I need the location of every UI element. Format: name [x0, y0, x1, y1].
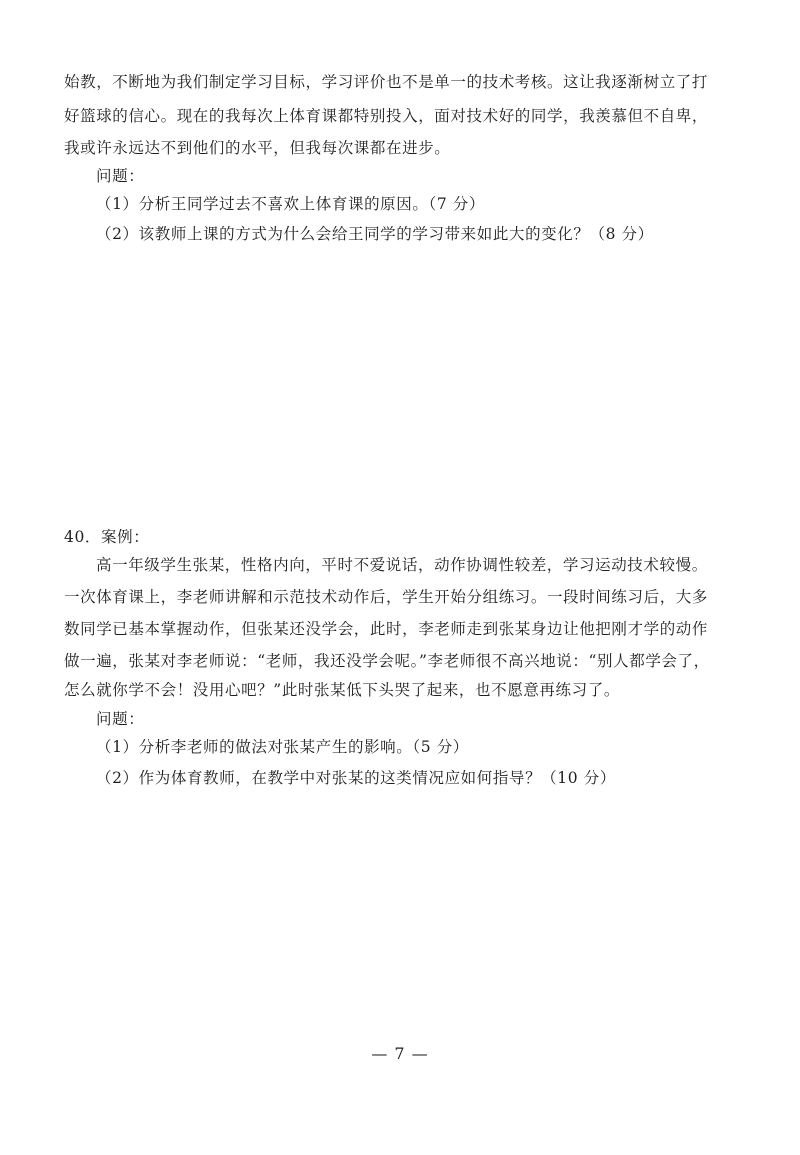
question-label: 问题：: [96, 710, 145, 728]
case-text-line: 数同学已基本掌握动作，但张某还没学会，此时，李老师走到张某身边让他把刚才学的动作: [64, 620, 709, 638]
question-item: （2）作为体育教师，在教学中对张某的这类情况应如何指导？（10 分）: [96, 769, 616, 787]
case-text-line: 做一遍，张某对李老师说：“老师，我还没学会呢。”李老师很不高兴地说：“别人都学会了，: [64, 652, 710, 670]
case-text-line: 一次体育课上，李老师讲解和示范技术动作后，学生开始分组练习。一段时间练习后，大多: [64, 588, 709, 606]
case-text-line: 怎么就你学不会！没用心吧？”此时张某低下头哭了起来，也不愿意再练习了。: [64, 681, 620, 699]
case-text-line: 高一年级学生张某，性格内向，平时不爱说话，动作协调性较差，学习运动技术较慢。: [96, 556, 708, 574]
case-text-line: 我或许永远达不到他们的水平，但我每次课都在进步。: [64, 139, 451, 157]
case-text-line: 始教，不断地为我们制定学习目标，学习评价也不是单一的技术考核。这让我逐渐树立了打: [64, 73, 709, 91]
case-text-line: 好篮球的信心。现在的我每次上体育课都特别投入，面对技术好的同学，我羡慕但不自卑，: [64, 107, 709, 125]
case-heading: 40．案例：: [64, 528, 150, 546]
question-label: 问题：: [96, 167, 145, 185]
question-item: （1）分析王同学过去不喜欢上体育课的原因。（7 分）: [96, 195, 486, 213]
question-item: （2）该教师上课的方式为什么会给王同学的学习带来如此大的变化？（8 分）: [96, 225, 654, 243]
question-item: （1）分析李老师的做法对张某产生的影响。（5 分）: [96, 738, 469, 756]
page-number: — 7 —: [371, 1044, 429, 1063]
